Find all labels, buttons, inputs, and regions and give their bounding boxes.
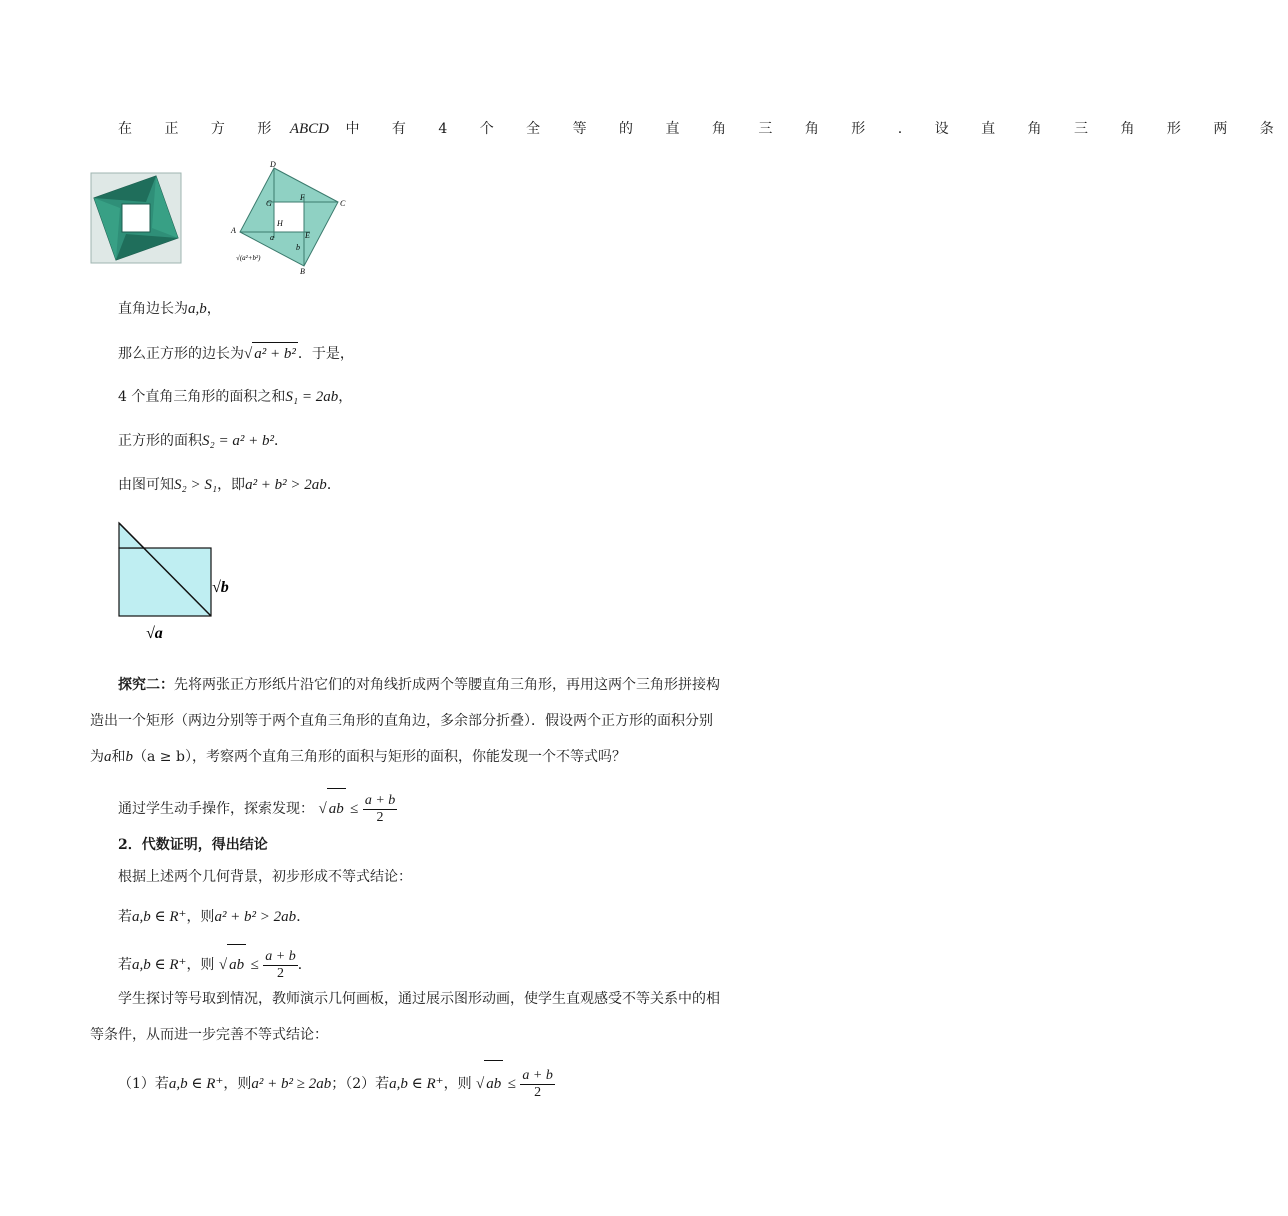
rectangle-figure xyxy=(112,518,252,646)
label-B: B xyxy=(300,267,305,276)
labeled-square-figure xyxy=(228,158,352,280)
section2-title: 2．代数证明，得出结论 xyxy=(118,837,268,853)
label-b: b xyxy=(296,243,300,252)
label-G: G xyxy=(266,199,272,208)
intro-pre: 在 正 方 形 xyxy=(118,121,286,137)
section2-s3: 若a,b ∈ R⁺，则 √ ab ≤ $\frac{a + b}{2}$ ． xyxy=(118,944,312,985)
explore-p2: 造出一个矩形（两边分别等于两个直角三角形的直角边，多余部分折叠）．假设两个正方形的面积分别 xyxy=(90,713,713,729)
explore-p4: 通过学生动手操作，探索发现： √ ab ≤ $\frac{a + b}{2}$ xyxy=(118,788,397,829)
pinwheel-figure xyxy=(90,172,182,264)
line-legs: 直角边长为a,b， xyxy=(118,301,221,317)
line-s1: 4 个直角三角形的面积之和S₁ = 2ab， xyxy=(118,389,353,405)
label-D: D xyxy=(270,160,276,169)
label-hypotenuse: √(a²+b²) xyxy=(236,254,261,262)
section2-s1: 根据上述两个几何背景，初步形成不等式结论： xyxy=(118,869,412,885)
section2-s4: 学生探讨等号取到情况，教师演示几何画板，通过展示图形动画，使学生直观感受不等关系中的相 xyxy=(118,991,720,1007)
section2-s5: 等条件，从而进一步完善不等式结论： xyxy=(90,1027,328,1043)
line-conclusion: 由图可知S₂ > S₁，即a² + b² > 2ab． xyxy=(118,477,341,493)
label-C: C xyxy=(340,199,346,208)
label-H: H xyxy=(277,219,283,228)
line-side: 那么正方形的边长为√ a² + b² ．于是， xyxy=(118,342,354,365)
abcd-label: ABCD xyxy=(289,121,329,137)
explore-p3: 为a和b（a ≥ b），考察两个直角三角形的面积与矩形的面积，你能发现一个不等式吗？ xyxy=(90,749,626,765)
intro-post: 中 有 4 个 全 等 的 直 角 三 角 形 . 设 直 角 三 角 形 两 条 xyxy=(345,121,1288,137)
label-sqrt-b: √b xyxy=(212,579,229,596)
label-F: F xyxy=(300,193,305,202)
intro-line xyxy=(118,118,1288,140)
section2-s6: （1）若a,b ∈ R⁺，则a² + b² ≥ 2ab；（2）若a,b ∈ R⁺，则 √ ab ≤ $\frac{a + b}{2}$ xyxy=(118,1060,555,1107)
explore-p1: 探究二：先将两张正方形纸片沿它们的对角线折成两个等腰直角三角形，再用这两个三角形拼接构 xyxy=(118,677,720,693)
label-a: a xyxy=(270,233,274,242)
label-sqrt-a: √a xyxy=(146,625,163,642)
label-A: A xyxy=(231,226,236,235)
section2-s2: 若a,b ∈ R⁺，则a² + b² > 2ab． xyxy=(118,909,311,925)
line-s2: 正方形的面积S₂ = a² + b²． xyxy=(118,433,288,449)
label-E: E xyxy=(305,231,310,240)
